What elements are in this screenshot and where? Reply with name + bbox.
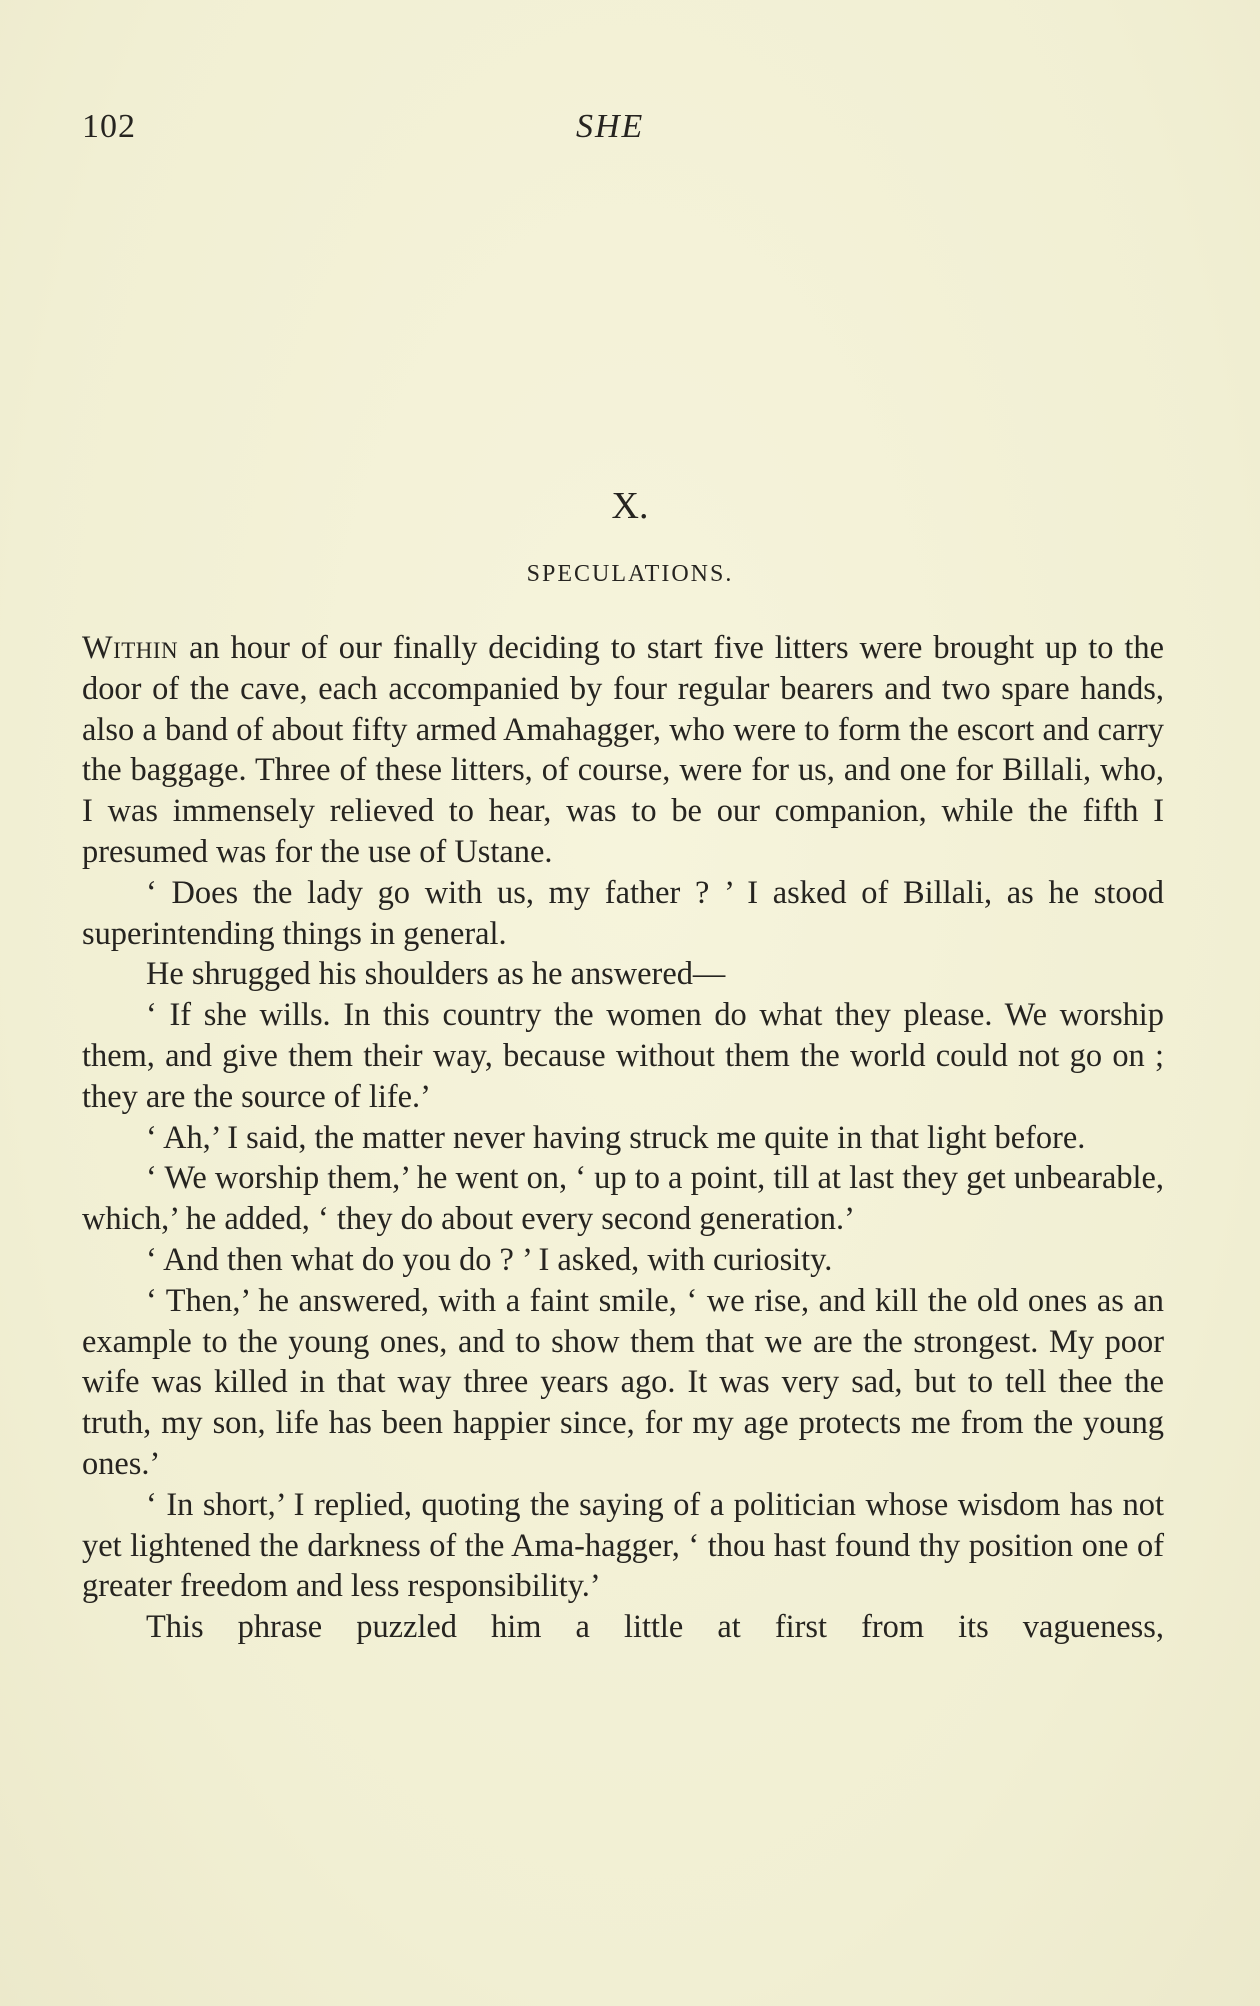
paragraph	[82, 628, 1164, 873]
paragraph: ‘ Does the lady go with us, my father ? ’ I asked of Billali, as he stood superintending things in general.	[82, 874, 1164, 952]
drop-lead-word: Within	[82, 630, 179, 666]
paragraph: ‘ And then what do you do ? ’ I asked, with curiosity.	[146, 1241, 833, 1278]
running-head	[82, 108, 1162, 158]
page-number: 102	[82, 108, 136, 145]
chapter-number: X.	[611, 485, 649, 527]
paragraph-text: an hour of our finally deciding to start five litters were brought up to the door of the cave, each accompanied by four regular bearers and two spare hands, also a band of about fifty armed Amahagger, who were to form the escort and carry the baggage. Three of these litters, of course, were for us, and one for Billali, who, I was immensely relieved to hear, was to be our companion, while the fifth I presumed was for the use of Ustane.	[82, 630, 1164, 870]
paragraph: This phrase puzzled him a little at first from its vagueness,	[146, 1609, 1164, 1646]
paragraph: He shrugged his shoulders as he answered—	[146, 956, 726, 993]
body-text	[82, 628, 1164, 1648]
paragraph: ‘ If she wills. In this country the women do what they please. We worship them, and give them their way, because without them the world could not go on ; they are the source of life.’	[82, 997, 1164, 1115]
paragraph: ‘ In short,’ I replied, quoting the saying of a politician whose wisdom has not yet lightened the darkness of the Ama-hagger, ‘ thou hast found thy position one of greater freedom and less responsibility.’	[82, 1486, 1164, 1605]
running-title: SHE	[576, 108, 645, 145]
chapter-title: SPECULATIONS.	[526, 561, 734, 587]
paragraph: ‘ We worship them,’ he went on, ‘ up to a point, till at last they get unbearable, which,’ he added, ‘ they do about every second generation.’	[82, 1160, 1164, 1238]
paragraph: ‘ Ah,’ I said, the matter never having struck me quite in that light before.	[146, 1119, 1086, 1156]
paragraph: ‘ Then,’ he answered, with a faint smile, ‘ we rise, and kill the old ones as an example to the young ones, and to show them that we are the strongest. My poor wife was killed in that way three years ago. It was very sad, but to tell thee the truth, my son, life has been happier since, for my age protects me from the young ones.’	[82, 1282, 1164, 1482]
